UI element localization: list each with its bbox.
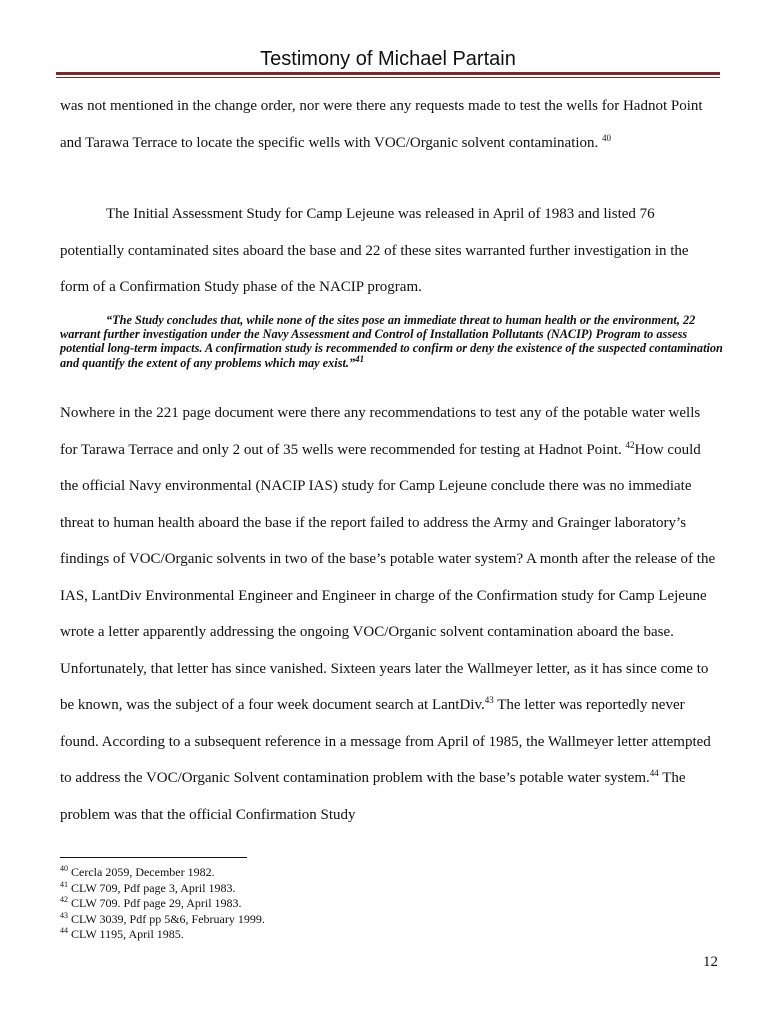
- footnote-num: 44: [60, 926, 68, 936]
- footnote-item: [60, 896, 560, 912]
- footnote-num: 40: [60, 864, 68, 873]
- footnotes: [60, 865, 560, 943]
- footnote-text: Cercla 2059, December 1982.: [71, 865, 215, 879]
- page-number: 12: [703, 954, 718, 970]
- footnote-text: CLW 3039, Pdf pp 5&6, February 1999.: [71, 911, 265, 926]
- footnote-text: CLW 709. Pdf page 29, April 1983.: [71, 896, 242, 911]
- header-rule-thin: [56, 77, 720, 78]
- paragraph-1-text: was not mentioned in the change order, nor were there any requests made to test the wells for Hadnot Point and Tarawa Terrace to locate the specific wells with VOC/Organic solvent contamination.: [60, 98, 703, 151]
- paragraph-3-part3: The letter was reportedly never found. According to a subsequent reference in a message from April of 1985, the Wallmeyer letter attempted to address the VOC/Organic Solvent contamination problem with the base’s potable water system.: [60, 697, 711, 786]
- footnote-item: [60, 927, 560, 943]
- footnote-num: 41: [60, 879, 68, 889]
- header-title: Testimony of Michael Partain: [260, 48, 516, 70]
- footnote-item: [60, 912, 560, 928]
- paragraph-3: [60, 395, 720, 833]
- footnote-ref-43: 43: [484, 695, 494, 705]
- footnote-text: CLW 1195, April 1985.: [71, 927, 184, 942]
- footnote-text: CLW 709, Pdf page 3, April 1983.: [71, 880, 236, 895]
- footnote-ref-41: 41: [355, 353, 365, 364]
- paragraph-2-text: The Initial Assessment Study for Camp Lejeune was released in April of 1983 and listed 76 potentially contaminated sites aboard the base and 22 of these sites warranted further investigation in the form of a Confirmation Study phase of the NACIP program.: [60, 206, 689, 295]
- paragraph-2: [60, 196, 720, 306]
- quote-text: “The Study concludes that, while none of the sites pose an immediate threat to human health or the environment, 22 warrant further investigation under the Navy Assessment and Control of Installation Pollutants (NACIP) Program to assess potential long-term impacts. A confirmation study is recommended to confirm or deny the existence of the suspected contamination and quantify the extent of any problems which may exist.”: [60, 313, 723, 370]
- paragraph-1: [60, 88, 720, 161]
- footnote-ref-40: 40: [602, 132, 612, 143]
- footnote-num: 43: [60, 910, 68, 920]
- footnote-ref-44: 44: [649, 768, 659, 778]
- paragraph-3-part2: How could the official Navy environmental (NACIP IAS) study for Camp Lejeune conclude there was no immediate threat to human health aboard the base if the report failed to address the Army and Grainger laboratory’s findings of VOC/Organic solvents in two of the base’s potable water system? A month after the release of the IAS, LantDiv Environmental Engineer and Engineer in charge of the Confirmation study for Camp Lejeune wrote a letter apparently addressing the ongoing VOC/Organic solvent contamination aboard the base. Unfortunately, that letter has since vanished. Sixteen years later the Wallmeyer letter, as it has since come to be known, was the subject of a four week document search at LantDiv.: [60, 441, 716, 713]
- footnote-ref-42: 42: [625, 439, 635, 450]
- footnote-item: [60, 865, 560, 881]
- footnote-num: 42: [60, 895, 68, 905]
- footnote-separator: [60, 857, 247, 858]
- block-quote: [60, 313, 726, 370]
- paragraph-2-indent: [60, 206, 106, 222]
- paragraph-3-part4: The problem was that the official Confirmation Study: [60, 770, 686, 823]
- header-rule-thick: [56, 72, 720, 75]
- footnote-item: [60, 881, 560, 897]
- paragraph-3-part1: Nowhere in the 221 page document were there any recommendations to test any of the potable water wells for Tarawa Terrace and only 2 out of 35 wells were recommended for testing at Hadnot Point.: [60, 405, 701, 458]
- quote-indent: [60, 313, 106, 327]
